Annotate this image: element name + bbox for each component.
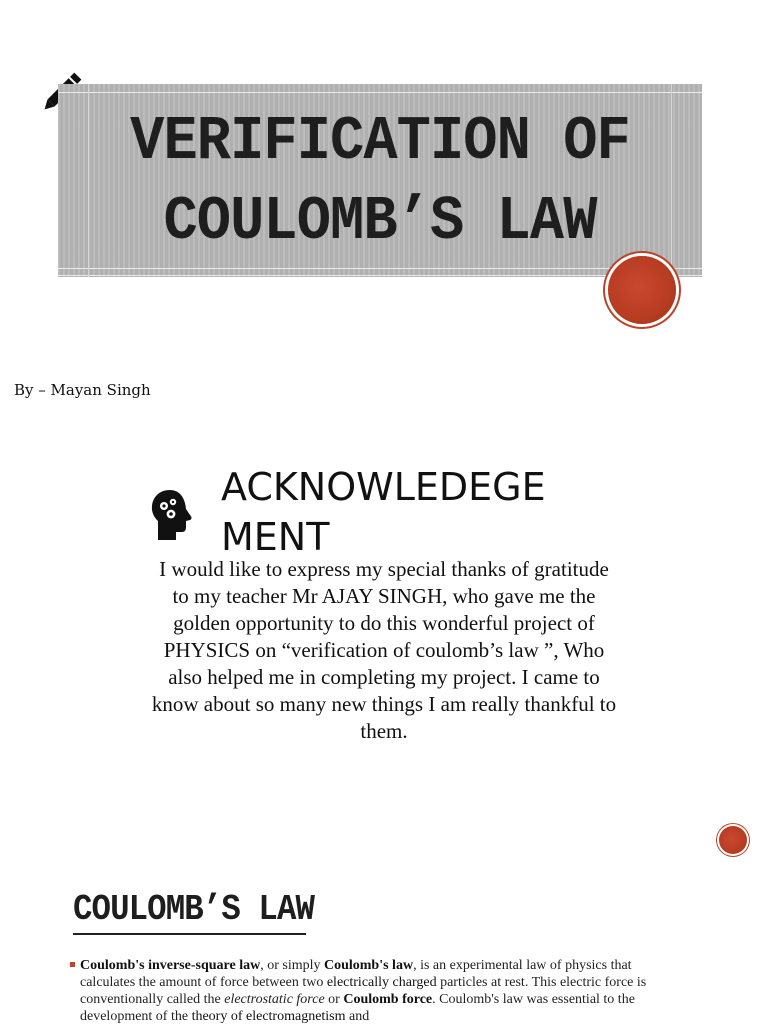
- decorative-circle-small: [719, 826, 747, 854]
- acknowledgement-heading: ACKNOWLEDEGEMENT: [221, 465, 546, 559]
- decorative-circle: [608, 256, 676, 324]
- title-line-1: VERIFICATION OF: [130, 106, 630, 177]
- heading-underline: [73, 933, 306, 935]
- bullet-marker: [70, 962, 75, 967]
- coulomb-law-paragraph: Coulomb's inverse-square law, or simply Coulomb's law, is an experimental law of physics that calculates the amount of force between two electrically charged particles at rest. This electric force is conventionally called the electrostatic force or Coulomb force. Coulomb's law was essential to the development of the theory of electromagnetism and: [80, 958, 647, 1024]
- author-byline: By – Mayan Singh: [14, 381, 151, 399]
- title-line-2: COULOMB’S LAW: [163, 186, 597, 257]
- head-gears-icon: [148, 488, 196, 544]
- acknowledgement-body: I would like to express my special thanks of gratitude to my teacher Mr AJAY SINGH, who gave me the golden opportunity to do this wonderful project of PHYSICS on “verification of coulomb’s law ”, Who also helped me in completing my project. I came to know about so many new things I am really thankful to them.: [151, 557, 617, 743]
- section-heading: COULOMB’S LAW: [73, 889, 315, 930]
- title-band: [58, 84, 702, 277]
- page-title: [84, 102, 676, 262]
